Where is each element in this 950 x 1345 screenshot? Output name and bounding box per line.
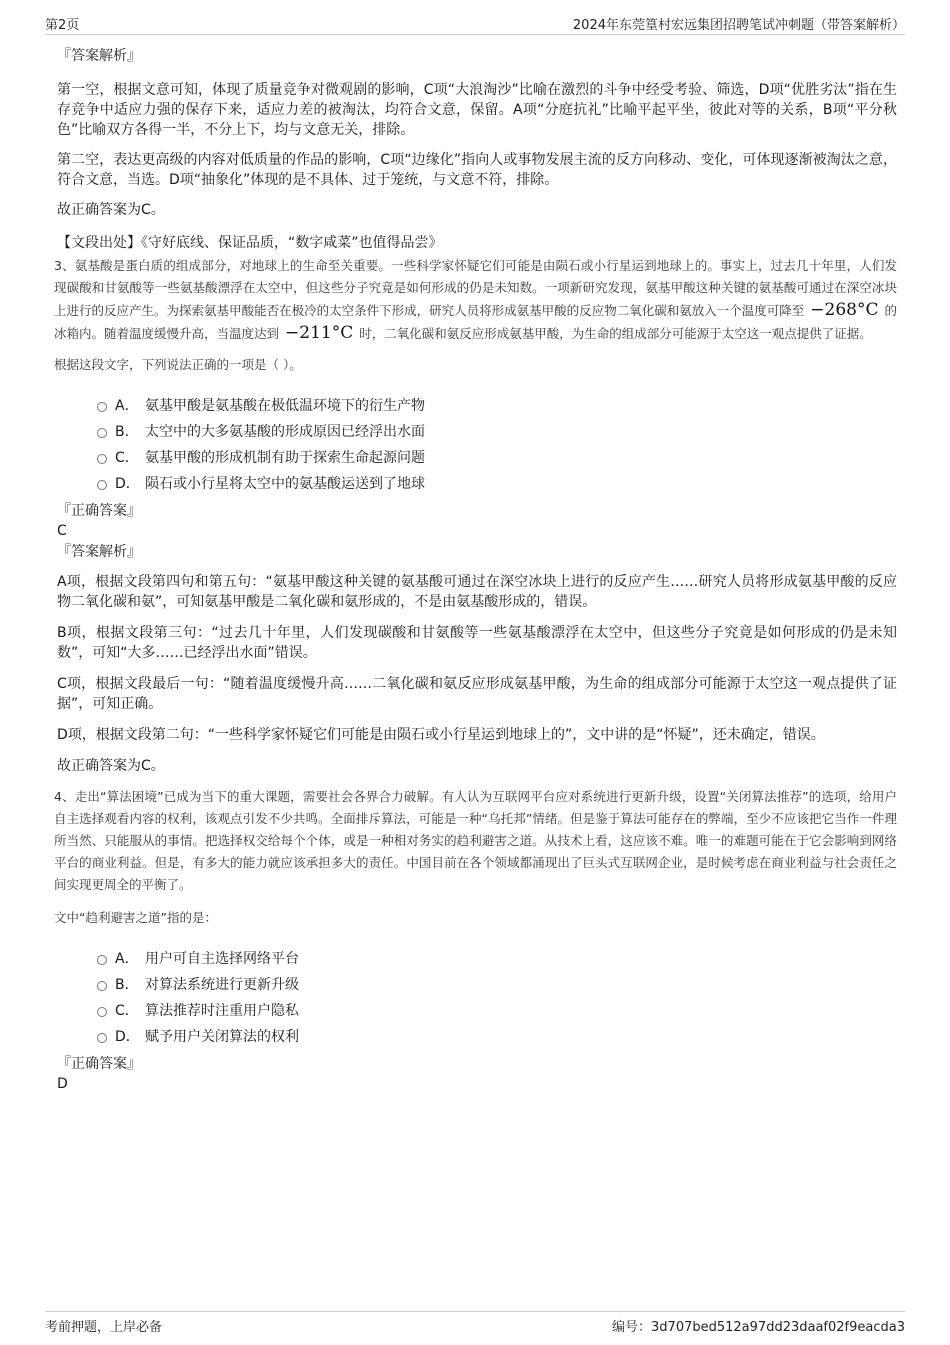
q4-answer: D <box>57 1076 68 1092</box>
page-number: 第2页 <box>45 18 80 33</box>
radio-icon[interactable] <box>97 480 107 490</box>
q3-analysis-a: A项，根据文段第四句和第五句：“氨基甲酸这种关键的氨基酸可通过在深空冰块上进行的反应产生……研究人员将形成氨基甲酸的反应物二氧化碳和氨”，可知氨基甲酸是二氧化碳和氨形成的，不是由氨基酸形成的，错误。 <box>57 574 897 610</box>
document-code: 编号：3d707bed512a97dd23daaf02f9eacda3 <box>612 1320 905 1335</box>
q3-question-prompt: 根据这段文字，下列说法正确的一项是（ ）。 <box>54 357 302 372</box>
q3-option-b[interactable]: B． 太空中的大多氨基酸的形成原因已经浮出水面 <box>57 419 897 445</box>
radio-icon[interactable] <box>97 1033 107 1043</box>
q3-analysis-tag: 『答案解析』 <box>57 544 141 560</box>
footer-slogan: 考前押题，上岸必备 <box>45 1320 163 1335</box>
page-header <box>45 14 905 35</box>
q4-option-c[interactable]: C． 算法推荐时注重用户隐私 <box>57 998 897 1024</box>
q3-options <box>57 393 897 497</box>
radio-icon[interactable] <box>97 454 107 464</box>
radio-icon[interactable] <box>97 428 107 438</box>
radio-icon[interactable] <box>97 402 107 412</box>
radio-icon[interactable] <box>97 981 107 991</box>
q3-answer-tag: 『正确答案』 <box>57 503 141 519</box>
temperature-low: −268°C <box>810 300 879 320</box>
q4-question-prompt: 文中“趋利避害之道”指的是： <box>54 910 217 925</box>
q2-analysis-para-1: 第一空，根据文意可知，体现了质量竞争对微观剧的影响，C项“大浪淘沙”比喻在激烈的斗争中经受考验、筛选，D项“优胜劣汰”指在生存竞争中适应力强的保存下来，适应力差的被淘汰，均符合文意，保留。A项“分庭抗礼”比喻平起平坐，彼此对等的关系，B项“平分秋色”比喻双方各得一半，不分上下，均与文意无关，排除。 <box>57 82 897 138</box>
page-footer <box>45 1311 905 1336</box>
document-title: 2024年东莞篁村宏远集团招聘笔试冲刺题（带答案解析） <box>572 18 905 33</box>
q3-answer: C <box>57 523 67 539</box>
q2-analysis-para-2: 第二空，表达更高级的内容对低质量的作品的影响，C项“边缘化”指向人或事物发展主流的反方向移动、变化，可体现逐渐被淘汰之意，符合文意，当选。D项“抽象化”体现的是不具体、过于笼统，与文意不符，排除。 <box>57 152 897 188</box>
temperature-high: −211°C <box>285 323 354 343</box>
q4-question-text: 4、走出“算法困境”已成为当下的重大课题，需要社会各界合力破解。有人认为互联网平台应对系统进行更新升级，设置“关闭算法推荐”的选项，给用户自主选择观看内容的权利，该观点引发不少共鸣。全面排斥算法，可能是一种“乌托邦”情绪。但是鉴于算法可能存在的弊端，至少不应该把它当作一件理所当然、只能服从的事情。把选择权交给每个个体，或是一种相对务实的趋利避害之道。从技术上看，这应该不难。唯一的难题可能在于它会影响到网络平台的商业利益。但是，有多大的能力就应该承担多大的责任。中国目前在各个领域都涌现出了巨头式互联网企业，是时候考虑在商业利益与社会责任之间实现更周全的平衡了。 <box>54 789 897 892</box>
q3-option-d[interactable]: D． 陨石或小行星将太空中的氨基酸运送到了地球 <box>57 471 897 497</box>
q3-analysis-d: D项，根据文段第二句：“一些科学家怀疑它们可能是由陨石或小行星运到地球上的”，文中讲的是“怀疑”，还未确定，错误。 <box>57 727 825 743</box>
q2-analysis-tag: 『答案解析』 <box>57 48 141 64</box>
q4-answer-tag: 『正确答案』 <box>57 1056 141 1072</box>
q4-option-a[interactable]: A． 用户可自主选择网络平台 <box>57 946 897 972</box>
q3-option-c[interactable]: C． 氨基甲酸的形成机制有助于探索生命起源问题 <box>57 445 897 471</box>
q4-option-d[interactable]: D． 赋予用户关闭算法的权利 <box>57 1024 897 1050</box>
q2-conclusion: 故正确答案为C。 <box>57 202 165 218</box>
radio-icon[interactable] <box>97 955 107 965</box>
radio-icon[interactable] <box>97 1007 107 1017</box>
q4-options <box>57 946 897 1050</box>
q3-conclusion: 故正确答案为C。 <box>57 758 165 774</box>
document-body <box>54 46 897 1093</box>
q3-analysis-c: C项，根据文段最后一句：“随着温度缓慢升高……二氧化碳和氨反应形成氨基甲酸，为生命的组成部分可能源于太空这一观点提供了证据”，可知正确。 <box>57 676 897 712</box>
q2-source: 【文段出处】《守好底线、保证品质，“数字咸菜”也值得品尝》 <box>57 235 443 251</box>
q4-option-b[interactable]: B． 对算法系统进行更新升级 <box>57 972 897 998</box>
q3-analysis-b: B项，根据文段第三句：“过去几十年里，人们发现碳酸和甘氨酸等一些氨基酸漂浮在太空中，但这些分子究竟是如何形成的仍是未知数”，可知“大多……已经浮出水面”错误。 <box>57 625 897 661</box>
q3-question-text: 3、氨基酸是蛋白质的组成部分，对地球上的生命至关重要。一些科学家怀疑它们可能是由陨石或小行星运到地球上的。事实上，过去几十年里，人们发现碳酸和甘氨酸等一些氨基酸漂浮在太空中，但这些分子究竟是如何形成的仍是未知数。一项新研究发现，氨基甲酸这种关键的氨基酸可通过在深空冰块上进行的反应产生。为探索氨基甲酸能否在极冷的太空条件下形成，研究人员将形成氨基甲酸的反应物二氧化碳和氨放入一个温度可降至 −268°C 的冰箱内。随着温度缓慢升高，当温度达到 −211°C 时，二氧化碳和氨反应形成氨基甲酸，为生命的组成部分可能源于太空这一观点提供了证据。 <box>54 258 897 343</box>
q3-option-a[interactable]: A． 氨基甲酸是氨基酸在极低温环境下的衍生产物 <box>57 393 897 419</box>
